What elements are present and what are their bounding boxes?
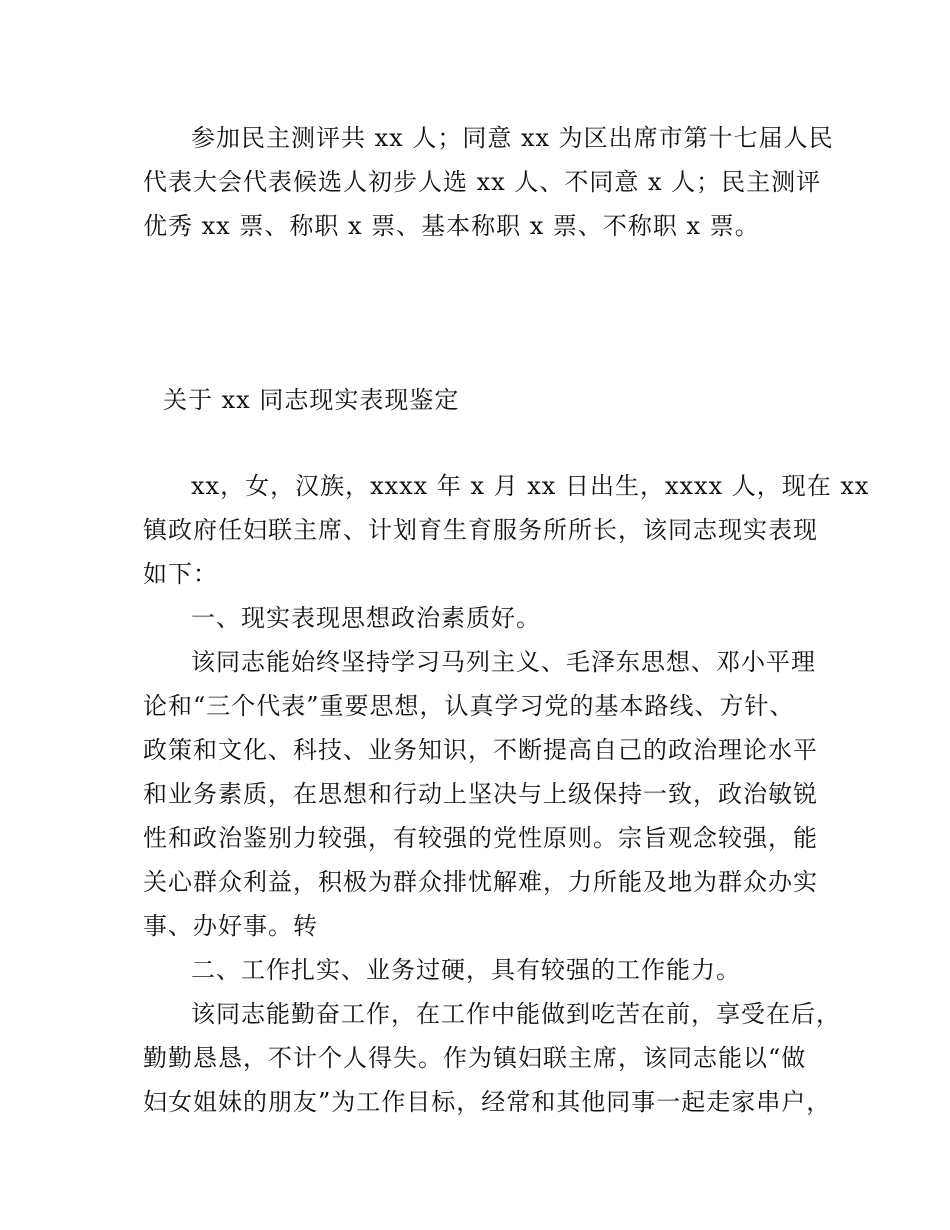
paragraph-line: 政策和文化、科技、业务知识，不断提高自己的政治理论水平: [143, 736, 818, 764]
paragraph-line: 性和政治鉴别力较强，有较强的党性原则。宗旨观念较强，能: [143, 824, 818, 852]
section-heading: 一、现实表现思想政治素质好。: [191, 604, 541, 632]
paragraph-line: 勤勤恳恳，不计个人得失。作为镇妇联主席，该同志能以“做: [143, 1044, 807, 1072]
paragraph-line: 论和“三个代表”重要思想，认真学习党的基本路线、方针、: [143, 692, 795, 720]
paragraph-line: 和业务素质，在思想和行动上坚决与上级保持一致，政治敏锐: [143, 780, 818, 808]
section-heading: 二、工作扎实、业务过硬，具有较强的工作能力。: [191, 956, 741, 984]
paragraph-line: 镇政府任妇联主席、计划育生育服务所所长，该同志现实表现: [143, 516, 818, 544]
paragraph-line: 优秀 xx 票、称职 x 票、基本称职 x 票、不称职 x 票。: [143, 212, 760, 240]
paragraph-line: 关心群众利益，积极为群众排忧解难，力所能及地为群众办实: [143, 868, 818, 896]
paragraph-line: 妇女姐妹的朋友”为工作目标，经常和其他同事一起走家串户，: [143, 1088, 832, 1116]
paragraph-line: 该同志能始终坚持学习马列主义、毛泽东思想、邓小平理: [191, 648, 816, 676]
paragraph-line: xx，女，汉族，xxxx 年 x 月 xx 日出生，xxxx 人，现在 xx: [191, 472, 870, 500]
paragraph-line: 如下：: [143, 560, 218, 588]
document-title: 关于 xx 同志现实表现鉴定: [163, 386, 460, 414]
paragraph-line: 代表大会代表候选人初步人选 xx 人、不同意 x 人；民主测评: [143, 168, 822, 196]
paragraph-line: 参加民主测评共 xx 人；同意 xx 为区出席市第十七届人民: [191, 124, 834, 152]
paragraph-line: 事、办好事。转: [143, 912, 318, 940]
paragraph-line: 该同志能勤奋工作，在工作中能做到吃苦在前，享受在后，: [191, 1000, 841, 1028]
